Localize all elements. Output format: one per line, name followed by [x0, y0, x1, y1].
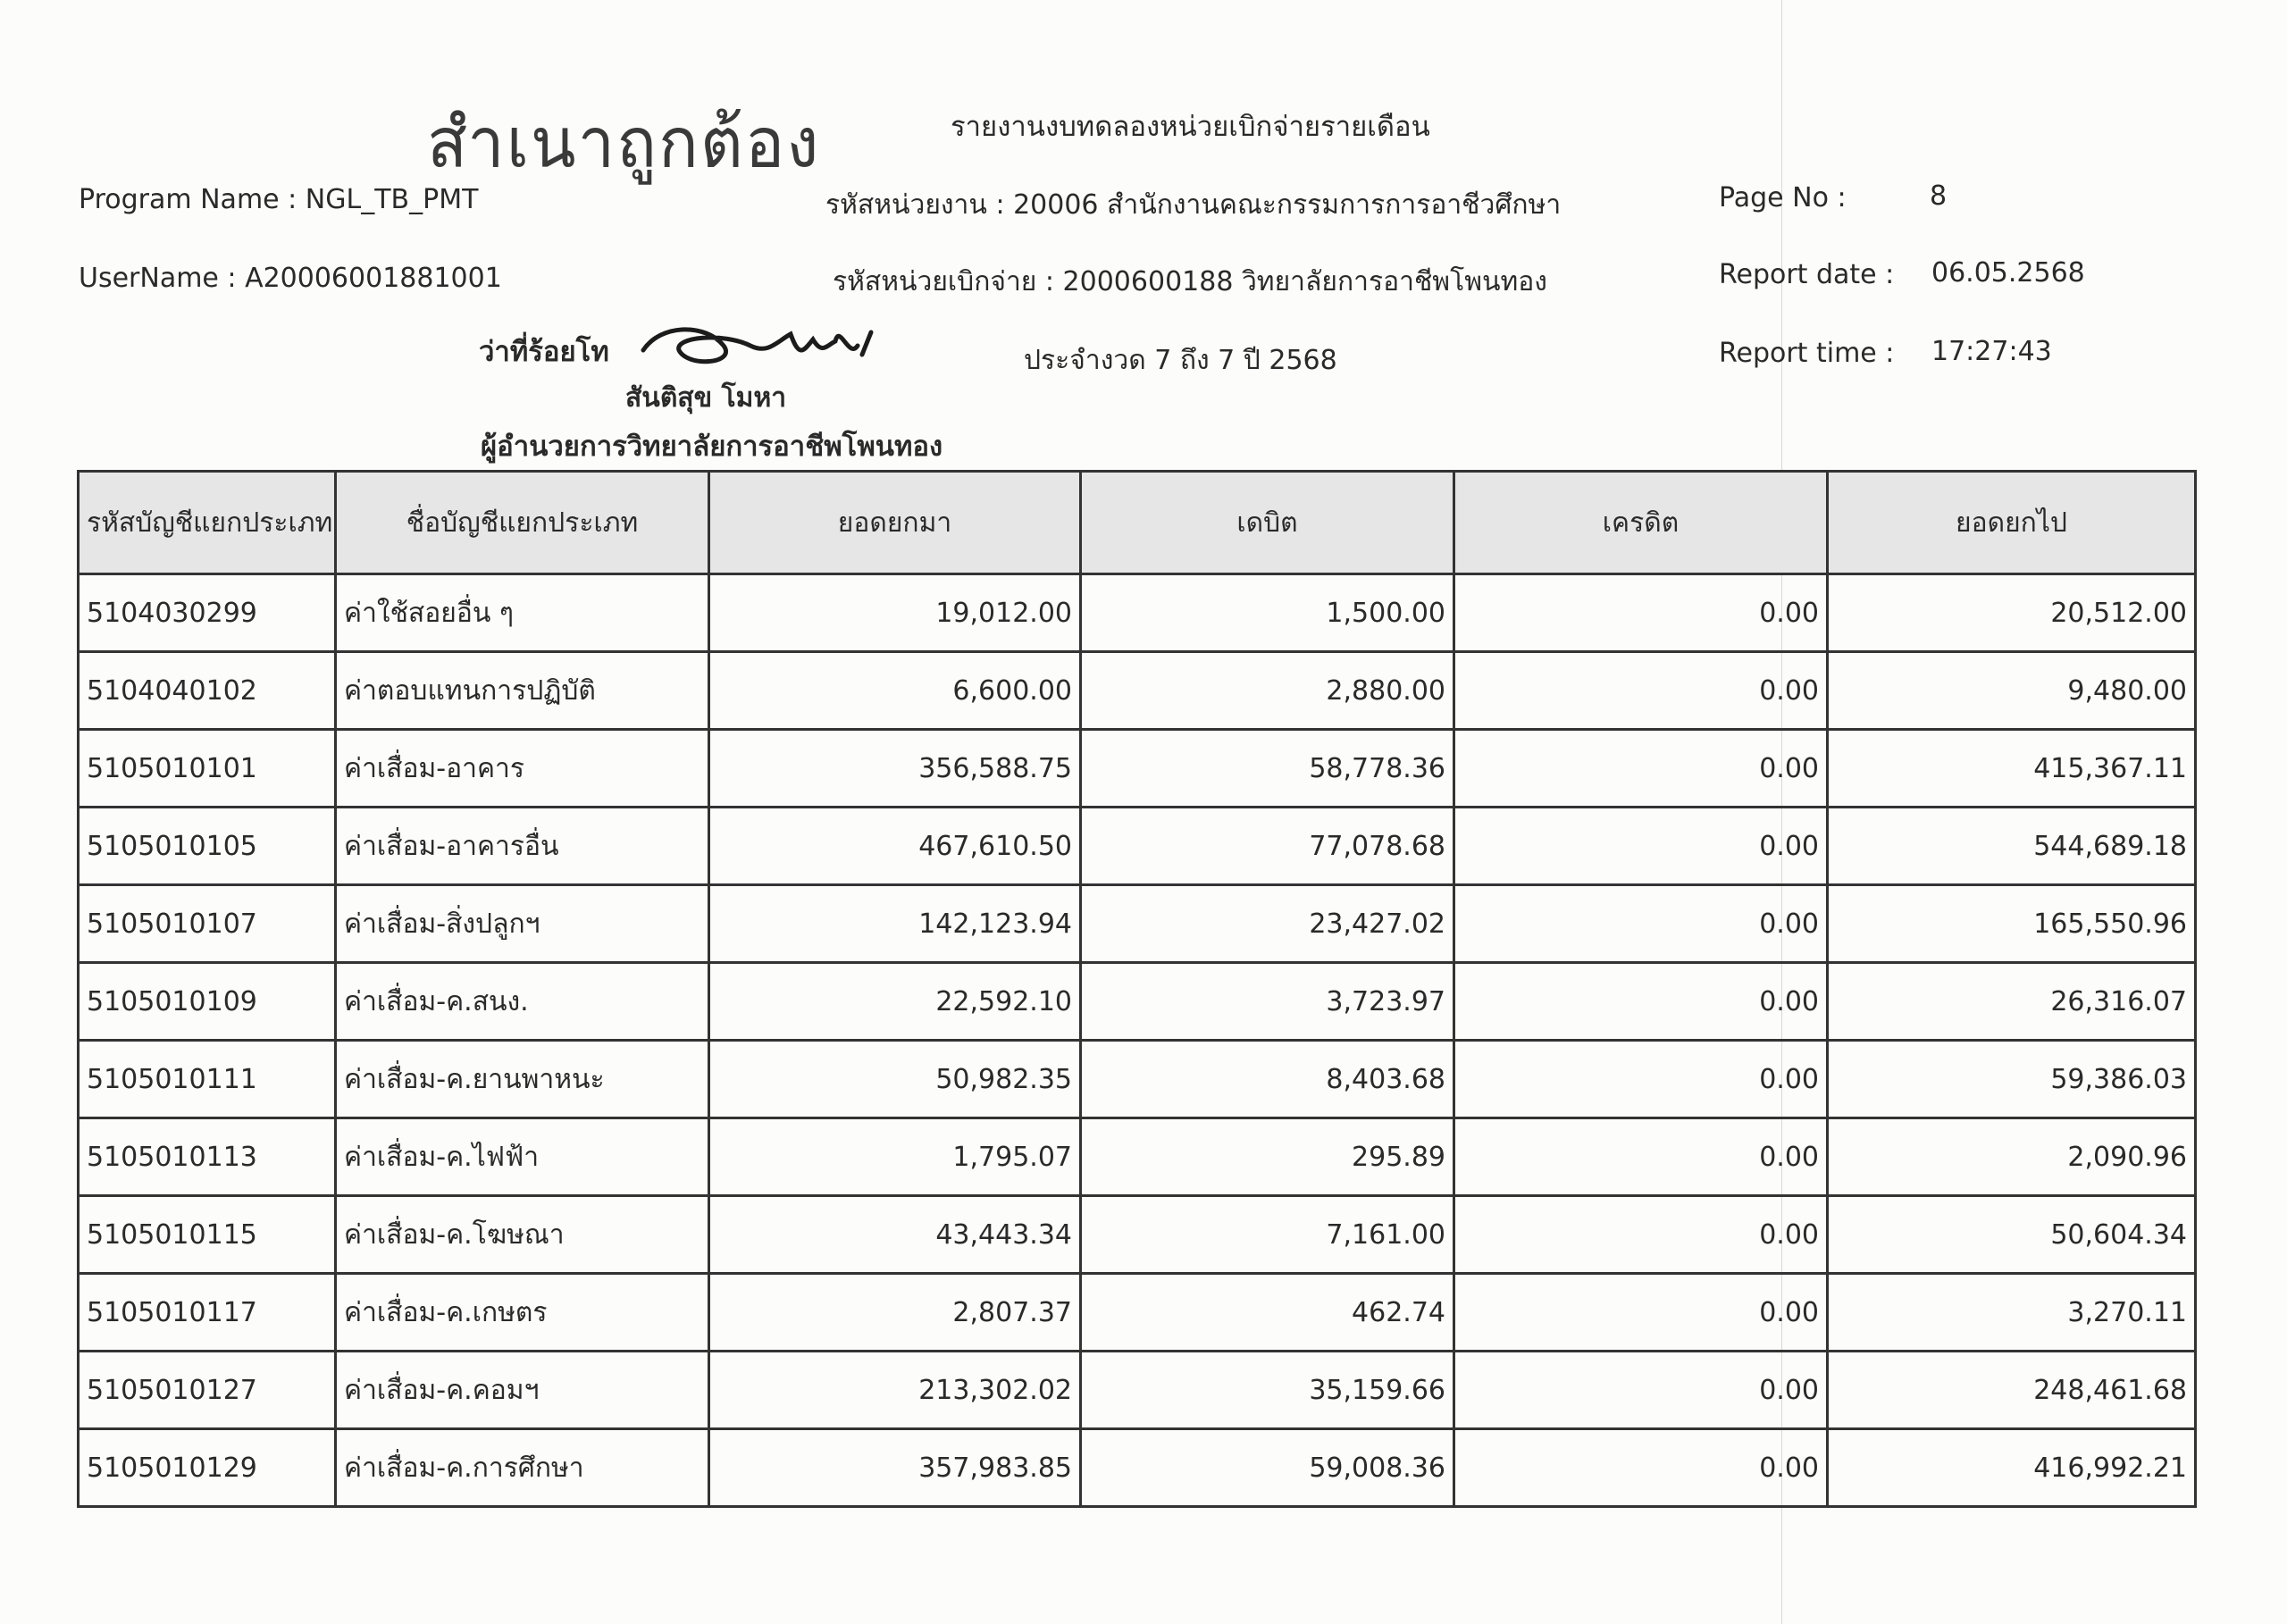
cell-brought-forward: 6,600.00 [709, 652, 1081, 730]
cell-brought-forward: 356,588.75 [709, 730, 1081, 808]
cell-debit: 7,161.00 [1081, 1196, 1454, 1274]
table-header-row [79, 472, 2196, 574]
cell-carried-forward: 544,689.18 [1828, 808, 2196, 885]
cell-credit: 0.00 [1454, 1274, 1828, 1352]
table-row [79, 652, 2196, 730]
cell-credit: 0.00 [1454, 574, 1828, 652]
cell-account-name: ค่าเสื่อม-ค.สนง. [336, 963, 709, 1041]
cell-debit: 35,159.66 [1081, 1352, 1454, 1429]
cell-brought-forward: 50,982.35 [709, 1041, 1081, 1118]
cell-account-name: ค่าเสื่อม-ค.ไฟฟ้า [336, 1118, 709, 1196]
page-no-value: 8 [1930, 180, 1948, 212]
cell-account-name: ค่าเสื่อม-อาคาร [336, 730, 709, 808]
cell-account-code: 5105010111 [79, 1041, 336, 1118]
cell-brought-forward: 43,443.34 [709, 1196, 1081, 1274]
cell-credit: 0.00 [1454, 963, 1828, 1041]
cell-account-name: ค่าเสื่อม-ค.การศึกษา [336, 1429, 709, 1507]
agency-code: รหัสหน่วยงาน : 20006 สำนักงานคณะกรรมการการอาชีวศึกษา [825, 189, 1562, 221]
table-row [79, 1274, 2196, 1352]
cell-brought-forward: 22,592.10 [709, 963, 1081, 1041]
cell-account-name: ค่าใช้สอยอื่น ๆ [336, 574, 709, 652]
table-row [79, 1196, 2196, 1274]
cell-carried-forward: 50,604.34 [1828, 1196, 2196, 1274]
cell-brought-forward: 19,012.00 [709, 574, 1081, 652]
cell-credit: 0.00 [1454, 885, 1828, 963]
report-time-value: 17:27:43 [1931, 336, 2052, 367]
certifier-name: สันติสุข โมหา [625, 382, 787, 414]
cell-account-code: 5104030299 [79, 574, 336, 652]
report-period: ประจำงวด 7 ถึง 7 ปี 2568 [1024, 345, 1337, 376]
disbursing-unit-code: รหัสหน่วยเบิกจ่าย : 2000600188 วิทยาลัยการอาชีพโพนทอง [833, 266, 1547, 297]
cell-brought-forward: 467,610.50 [709, 808, 1081, 885]
cell-account-name: ค่าเสื่อม-ค.เกษตร [336, 1274, 709, 1352]
table-row [79, 1118, 2196, 1196]
table-row [79, 885, 2196, 963]
program-name: Program Name : NGL_TB_PMT [79, 184, 479, 215]
report-date-label: Report date : [1719, 259, 1895, 290]
cell-account-code: 5105010107 [79, 885, 336, 963]
handwritten-signature [625, 314, 893, 377]
cell-debit: 8,403.68 [1081, 1041, 1454, 1118]
report-date-value: 06.05.2568 [1931, 257, 2085, 289]
cell-debit: 1,500.00 [1081, 574, 1454, 652]
cell-account-code: 5104040102 [79, 652, 336, 730]
cell-carried-forward: 3,270.11 [1828, 1274, 2196, 1352]
cell-carried-forward: 248,461.68 [1828, 1352, 2196, 1429]
user-name: UserName : A20006001881001 [79, 263, 502, 294]
page-no-label: Page No : [1719, 182, 1847, 213]
cell-account-code: 5105010127 [79, 1352, 336, 1429]
cell-account-code: 5105010109 [79, 963, 336, 1041]
column-header-account-code: รหัสบัญชีแยกประเภท [79, 472, 336, 574]
cell-brought-forward: 142,123.94 [709, 885, 1081, 963]
cell-credit: 0.00 [1454, 1352, 1828, 1429]
cell-credit: 0.00 [1454, 1429, 1828, 1507]
cell-carried-forward: 9,480.00 [1828, 652, 2196, 730]
table-row [79, 1041, 2196, 1118]
cell-account-code: 5105010117 [79, 1274, 336, 1352]
cell-credit: 0.00 [1454, 1118, 1828, 1196]
table-row [79, 1352, 2196, 1429]
column-header-credit: เครดิต [1454, 472, 1828, 574]
cell-account-name: ค่าเสื่อม-อาคารอื่น [336, 808, 709, 885]
column-header-account-name: ชื่อบัญชีแยกประเภท [336, 472, 709, 574]
certifier-position: ผู้อำนวยการวิทยาลัยการอาชีพโพนทอง [481, 431, 943, 463]
cell-debit: 77,078.68 [1081, 808, 1454, 885]
cell-credit: 0.00 [1454, 652, 1828, 730]
cell-account-code: 5105010129 [79, 1429, 336, 1507]
certified-copy-stamp: สำเนาถูกต้อง [427, 102, 821, 184]
cell-debit: 2,880.00 [1081, 652, 1454, 730]
cell-carried-forward: 416,992.21 [1828, 1429, 2196, 1507]
table-row [79, 1429, 2196, 1507]
column-header-carried-forward: ยอดยกไป [1828, 472, 2196, 574]
cell-account-code: 5105010113 [79, 1118, 336, 1196]
table-row [79, 963, 2196, 1041]
cell-debit: 462.74 [1081, 1274, 1454, 1352]
cell-account-name: ค่าเสื่อม-ค.โฆษณา [336, 1196, 709, 1274]
cell-carried-forward: 2,090.96 [1828, 1118, 2196, 1196]
cell-debit: 58,778.36 [1081, 730, 1454, 808]
cell-credit: 0.00 [1454, 1196, 1828, 1274]
table-row [79, 808, 2196, 885]
cell-carried-forward: 415,367.11 [1828, 730, 2196, 808]
cell-carried-forward: 20,512.00 [1828, 574, 2196, 652]
cell-debit: 295.89 [1081, 1118, 1454, 1196]
cell-account-name: ค่าเสื่อม-สิ่งปลูกฯ [336, 885, 709, 963]
trial-balance-table [77, 470, 2197, 1508]
table-row [79, 730, 2196, 808]
cell-carried-forward: 165,550.96 [1828, 885, 2196, 963]
cell-brought-forward: 1,795.07 [709, 1118, 1081, 1196]
column-header-brought-forward: ยอดยกมา [709, 472, 1081, 574]
cell-debit: 23,427.02 [1081, 885, 1454, 963]
cell-brought-forward: 357,983.85 [709, 1429, 1081, 1507]
cell-debit: 59,008.36 [1081, 1429, 1454, 1507]
column-header-debit: เดบิต [1081, 472, 1454, 574]
cell-account-code: 5105010101 [79, 730, 336, 808]
cell-brought-forward: 213,302.02 [709, 1352, 1081, 1429]
cell-credit: 0.00 [1454, 1041, 1828, 1118]
cell-credit: 0.00 [1454, 808, 1828, 885]
cell-account-code: 5105010115 [79, 1196, 336, 1274]
cell-account-code: 5105010105 [79, 808, 336, 885]
cell-brought-forward: 2,807.37 [709, 1274, 1081, 1352]
report-time-label: Report time : [1719, 338, 1895, 369]
cell-carried-forward: 26,316.07 [1828, 963, 2196, 1041]
cell-carried-forward: 59,386.03 [1828, 1041, 2196, 1118]
cell-account-name: ค่าเสื่อม-ค.คอมฯ [336, 1352, 709, 1429]
report-title: รายงานงบทดลองหน่วยเบิกจ่ายรายเดือน [951, 111, 1430, 143]
cell-credit: 0.00 [1454, 730, 1828, 808]
cell-account-name: ค่าตอบแทนการปฏิบัติ [336, 652, 709, 730]
cell-account-name: ค่าเสื่อม-ค.ยานพาหนะ [336, 1041, 709, 1118]
certifier-rank: ว่าที่ร้อยโท [479, 336, 609, 368]
cell-debit: 3,723.97 [1081, 963, 1454, 1041]
table-row [79, 574, 2196, 652]
